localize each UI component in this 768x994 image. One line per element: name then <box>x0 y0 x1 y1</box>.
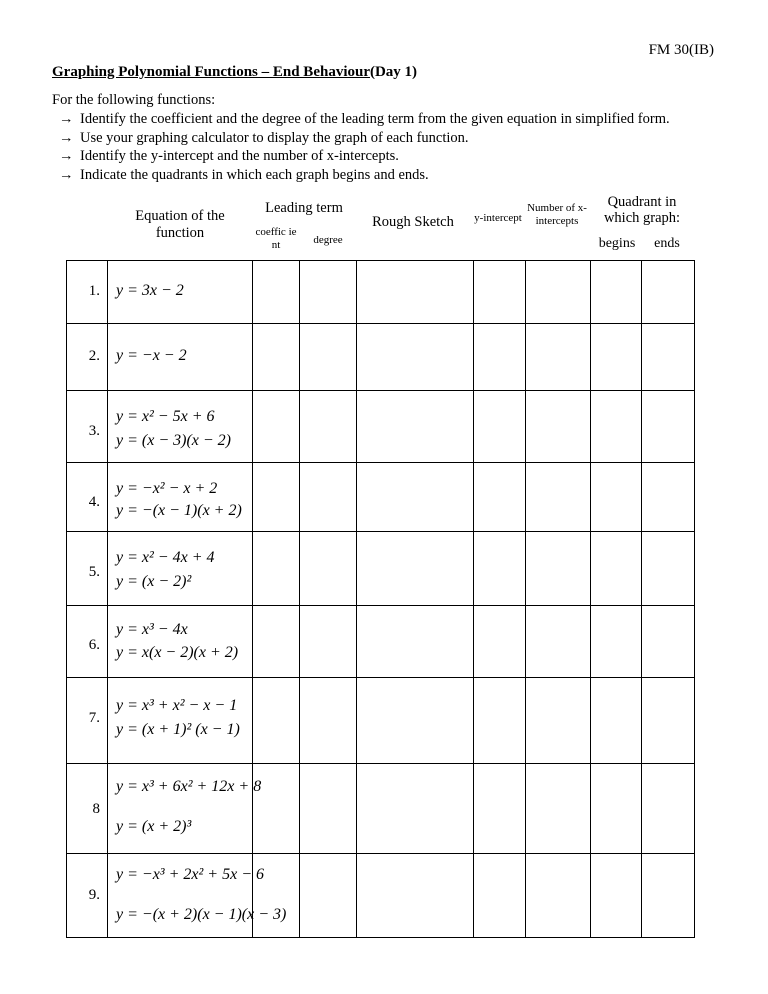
grid-line <box>473 260 474 938</box>
header-quadrant: Quadrant in which graph: <box>603 194 681 226</box>
equation-factored: y = −(x + 2)(x − 1)(x − 3) <box>116 906 287 923</box>
grid-line <box>641 260 642 938</box>
equation-factored: y = (x + 2)³ <box>116 818 192 835</box>
instruction-item <box>52 147 670 166</box>
equation-expanded: y = x³ − 4x <box>116 621 188 638</box>
arrow-icon: → <box>59 111 74 127</box>
grid-line <box>590 260 591 938</box>
equation-factored: y = (x + 1)² (x − 1) <box>116 721 240 738</box>
instruction-list <box>52 110 670 184</box>
equation-expanded: y = x³ + x² − x − 1 <box>116 697 238 714</box>
equation-expanded: y = x² − 5x + 6 <box>116 408 215 425</box>
row-number: 4. <box>88 494 100 510</box>
grid-line <box>66 677 694 678</box>
grid-line <box>299 260 300 938</box>
instruction-text: Indicate the quadrants in which each graph begins and ends. <box>80 166 429 183</box>
header-degree: degree <box>313 234 343 246</box>
arrow-icon: → <box>59 129 74 146</box>
grid-line <box>66 390 694 391</box>
page-title-text: Graphing Polynomial Functions – End Behaviour <box>52 64 370 80</box>
grid-line <box>66 260 67 938</box>
grid-line <box>66 462 694 463</box>
header-number-x-intercepts: Number of x-intercepts <box>527 202 587 227</box>
page-title-day: (Day 1) <box>369 64 418 80</box>
header-leading-term: Leading term <box>265 200 343 216</box>
grid-line <box>66 531 694 532</box>
arrow-icon: → <box>59 148 74 164</box>
header-y-intercept: y-intercept <box>474 212 522 224</box>
grid-line <box>107 260 108 938</box>
grid-line <box>694 260 695 938</box>
grid-line <box>66 937 694 938</box>
header-coefficient: coeffic ient <box>255 226 297 251</box>
row-number: 3. <box>88 423 100 439</box>
row-number: 1. <box>88 283 100 299</box>
instruction-item <box>52 129 670 148</box>
intro-text: For the following functions: <box>52 92 216 108</box>
equation-expanded: y = 3x − 2 <box>116 282 184 299</box>
instruction-text: Use your graphing calculator to display the graph of each function. <box>80 129 469 146</box>
grid-line <box>66 323 694 324</box>
equation-expanded: y = −x³ + 2x² + 5x − 6 <box>116 866 264 883</box>
row-number: 2. <box>88 348 100 364</box>
instruction-item <box>52 110 670 129</box>
equation-factored: y = (x − 3)(x − 2) <box>116 432 232 449</box>
equation-expanded: y = −x − 2 <box>116 347 187 364</box>
arrow-icon: → <box>59 166 74 183</box>
equation-factored: y = x(x − 2)(x + 2) <box>116 644 239 661</box>
grid-line <box>525 260 526 938</box>
instruction-text: Identify the coefficient and the degree of the leading term from the given equation in simplified form. <box>80 111 670 127</box>
instruction-item <box>52 166 670 185</box>
course-code: FM 30(IB) <box>648 42 714 58</box>
equation-factored: y = (x − 2)² <box>116 573 192 590</box>
equation-expanded: y = x² − 4x + 4 <box>116 549 215 566</box>
equation-expanded: y = x³ + 6x² + 12x + 8 <box>116 778 262 795</box>
row-number: 5. <box>88 564 100 580</box>
instruction-text: Identify the y-intercept and the number of x-intercepts. <box>80 148 399 164</box>
row-number: 6. <box>88 637 100 653</box>
grid-line <box>66 763 694 764</box>
page-title <box>52 64 417 81</box>
grid-line <box>252 260 253 938</box>
row-number: 7. <box>88 710 100 726</box>
grid-line <box>66 605 694 606</box>
header-sketch: Rough Sketch <box>372 214 454 230</box>
grid-line <box>66 260 694 261</box>
row-number: 9. <box>88 887 100 903</box>
equation-expanded: y = −x² − x + 2 <box>116 480 218 497</box>
grid-line <box>356 260 357 938</box>
header-ends: ends <box>654 236 680 251</box>
header-begins: begins <box>598 236 636 251</box>
header-equation: Equation of the function <box>135 208 225 241</box>
grid-line <box>66 853 694 854</box>
row-number: 8 <box>92 801 100 817</box>
equation-factored: y = −(x − 1)(x + 2) <box>116 502 242 519</box>
